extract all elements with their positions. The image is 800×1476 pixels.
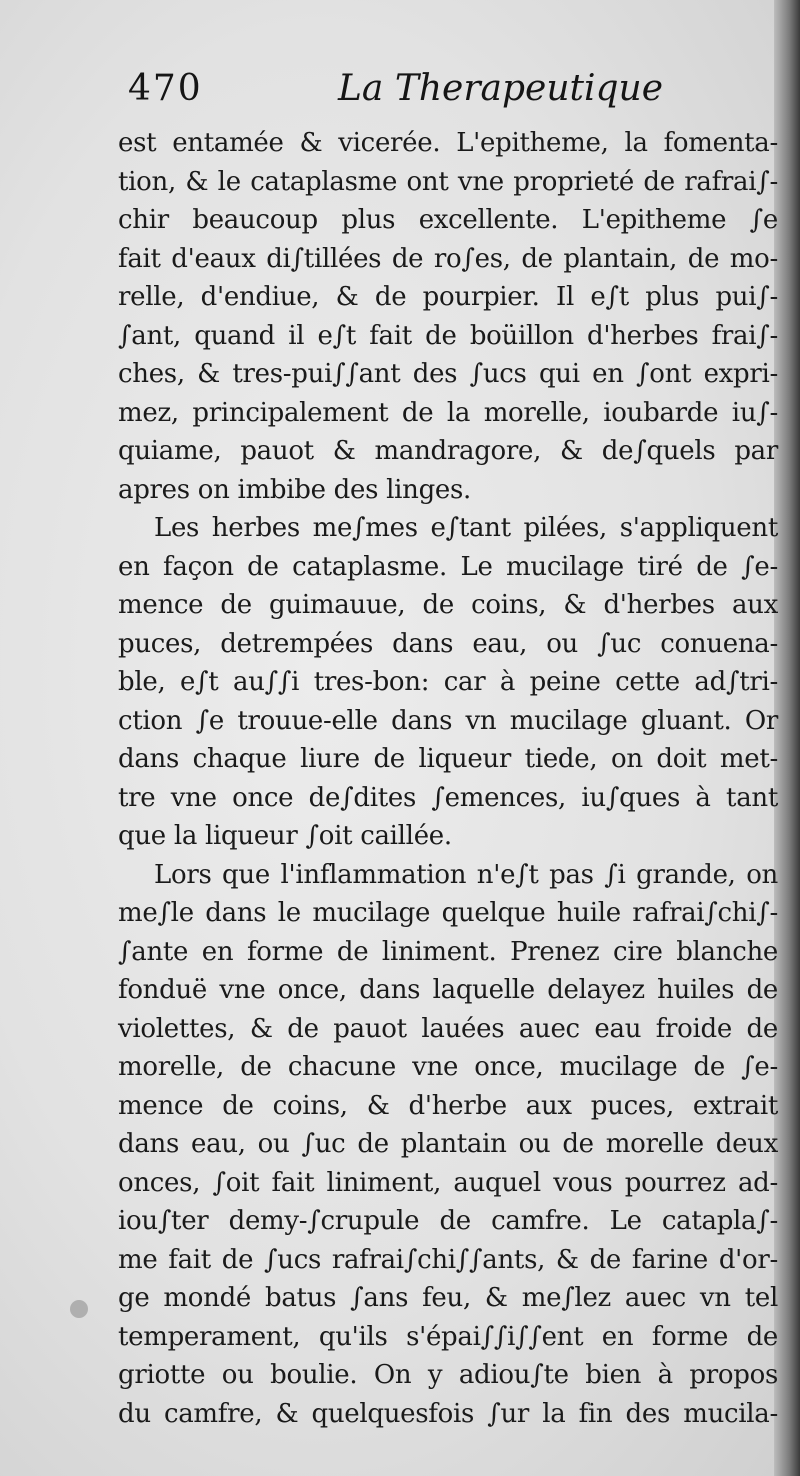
text-line: mez, principalement de la morelle, ioubarde iu∫- bbox=[118, 397, 778, 428]
text-line: fait d'eaux di∫tillées de ro∫es, de plantain, de mo- bbox=[118, 243, 778, 274]
paragraph-1 bbox=[118, 124, 778, 509]
text-line: du camfre, & quelquesfois ∫ur la fin des mucila- bbox=[118, 1398, 778, 1429]
text-line: morelle, de chacune vne once, mucilage de ∫e- bbox=[118, 1052, 778, 1082]
text-line: iou∫ter demy-∫crupule de camfre. Le catapla∫- bbox=[118, 1206, 778, 1236]
text-line: quiame, pauot & mandragore, & de∫quels par bbox=[118, 436, 778, 466]
text-line: en façon de cataplasme. Le mucilage tiré de ∫e- bbox=[118, 551, 778, 582]
text-line: tre vne once de∫dites ∫emences, iu∫ques à tant bbox=[118, 782, 778, 813]
ink-speck bbox=[70, 1300, 88, 1318]
text-line: violettes, & de pauot lauées auec eau froide de bbox=[118, 1013, 778, 1044]
text-line: puces, detrempées dans eau, ou ∫uc conuena- bbox=[118, 628, 778, 659]
page-header bbox=[128, 68, 664, 120]
text-line: est entamée & vicerée. L'epitheme, la fomenta- bbox=[118, 128, 778, 158]
text-line: ∫ant, quand il e∫t fait de boüillon d'herbes frai∫- bbox=[118, 320, 778, 351]
text-line: dans eau, ou ∫uc de plantain ou de morelle deux bbox=[118, 1129, 778, 1159]
text-line: fonduë vne once, dans laquelle delayez huiles de bbox=[118, 975, 778, 1005]
text-line: me∫le dans le mucilage quelque huile rafrai∫chi∫- bbox=[118, 898, 778, 928]
text-line: mence de coins, & d'herbe aux puces, extrait bbox=[118, 1090, 778, 1121]
body-text bbox=[118, 124, 778, 1433]
text-line: me fait de ∫ucs rafrai∫chi∫∫ants, & de farine d'or- bbox=[118, 1244, 778, 1275]
text-line: relle, d'endiue, & de pourpier. Il e∫t plus pui∫- bbox=[118, 282, 778, 312]
text-line: ction ∫e trouue-elle dans vn mucilage gluant. Or bbox=[118, 705, 778, 736]
text-line: Lors que l'inflammation n'e∫t pas ∫i grande, on bbox=[154, 859, 778, 890]
paragraph-2 bbox=[118, 509, 778, 856]
text-line: chir beaucoup plus excellente. L'epitheme ∫e bbox=[118, 205, 778, 235]
text-line: ches, & tres-pui∫∫ant des ∫ucs qui en ∫ont expri- bbox=[118, 359, 778, 389]
text-line: ∫ante en forme de liniment. Prenez cire blanche bbox=[118, 936, 778, 967]
paragraph-3 bbox=[118, 856, 778, 1434]
text-line: temperament, qu'ils s'épai∫∫i∫∫ent en forme de bbox=[118, 1321, 778, 1352]
text-line: tion, & le cataplasme ont vne proprieté de rafrai∫- bbox=[118, 166, 778, 197]
text-line: ble, e∫t au∫∫i tres-bon: car à peine cette ad∫tri- bbox=[118, 667, 778, 697]
text-line: ge mondé batus ∫ans feu, & me∫lez auec vn tel bbox=[118, 1283, 778, 1313]
running-title: La Therapeutique bbox=[338, 68, 664, 109]
text-line: Les herbes me∫mes e∫tant pilées, s'appliquent bbox=[154, 513, 778, 543]
text-line: onces, ∫oit fait liniment, auquel vous pourrez ad- bbox=[118, 1167, 778, 1198]
text-line: dans chaque liure de liqueur tiede, on doit met- bbox=[118, 744, 778, 774]
page-number: 470 bbox=[128, 68, 203, 109]
text-line: apres on imbibe des linges. bbox=[118, 474, 472, 505]
text-line: mence de guimauue, de coins, & d'herbes aux bbox=[118, 590, 778, 620]
text-line: griotte ou boulie. On y adiou∫te bien à propos bbox=[118, 1360, 778, 1390]
text-line: que la liqueur ∫oit caillée. bbox=[118, 821, 452, 851]
